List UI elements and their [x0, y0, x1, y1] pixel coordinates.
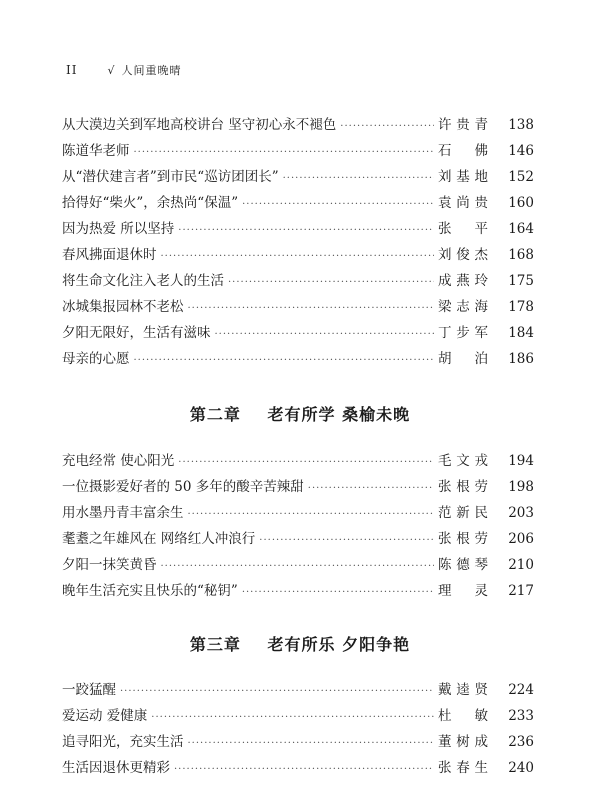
entry-page: 146	[508, 143, 534, 159]
entry-title: 追寻阳光，充实生活	[62, 734, 184, 750]
entry-title: 一跤猛醒	[62, 682, 116, 698]
chapter-3-number: 第三章	[189, 635, 241, 654]
section1-list	[62, 112, 534, 372]
chapter-3-heading	[0, 632, 600, 655]
leader-dots	[242, 192, 434, 218]
header-book-title: 人间重晚晴	[121, 64, 182, 77]
entry-author: 张根劳	[438, 479, 488, 495]
toc-entry	[62, 578, 534, 604]
entry-page: 178	[508, 299, 534, 315]
entry-page: 233	[508, 708, 534, 724]
entry-page: 203	[508, 505, 534, 521]
leader-dots	[178, 450, 434, 476]
leader-dots	[188, 502, 435, 528]
header-page-number: II	[66, 63, 78, 77]
entry-page: 186	[508, 351, 534, 367]
entry-author: 范新民	[438, 505, 488, 521]
entry-page: 206	[508, 531, 534, 547]
running-header	[66, 62, 182, 78]
entry-page: 217	[508, 583, 534, 599]
entry-author: 张春生	[438, 760, 488, 776]
entry-author: 张 平	[438, 221, 488, 237]
entry-page: 240	[508, 760, 534, 776]
entry-author: 丁步军	[438, 325, 488, 341]
toc-entry	[62, 703, 534, 729]
toc-entry	[62, 164, 534, 190]
entry-author: 胡 泊	[438, 351, 488, 367]
entry-title: 春风拂面退休时	[62, 247, 157, 263]
chapter-2-title: 老有所学 桑榆未晚	[267, 405, 411, 424]
leader-dots	[188, 731, 435, 757]
toc-entry	[62, 755, 534, 781]
toc-entry	[62, 242, 534, 268]
entry-author: 戴逵贤	[438, 682, 488, 698]
entry-page: 168	[508, 247, 534, 263]
entry-author: 张根劳	[438, 531, 488, 547]
entry-title: 生活因退休更精彩	[62, 760, 170, 776]
entry-author: 成燕玲	[438, 273, 488, 289]
entry-page: 138	[508, 117, 534, 133]
entry-title: 将生命文化注入老人的生活	[62, 273, 224, 289]
entry-title: 陈道华老师	[62, 143, 130, 159]
leader-dots	[151, 705, 434, 731]
toc-entry	[62, 677, 534, 703]
toc-entry	[62, 500, 534, 526]
toc-entry	[62, 320, 534, 346]
entry-author: 毛文戎	[438, 453, 488, 469]
entry-title: 晚年生活充实且快乐的“秘钥”	[62, 583, 238, 599]
leader-dots	[215, 322, 435, 348]
entry-author: 袁尚贵	[438, 195, 488, 211]
entry-page: 152	[508, 169, 534, 185]
entry-author: 许贵青	[438, 117, 488, 133]
header-mark: √	[107, 63, 116, 77]
chapter-2-number: 第二章	[189, 405, 241, 424]
entry-title: 从“潜伏建言者”到市民“巡访团团长”	[62, 169, 279, 185]
leader-dots	[120, 679, 434, 705]
chapter3-list	[62, 677, 534, 781]
toc-entry	[62, 268, 534, 294]
toc-entry	[62, 346, 534, 372]
entry-title: 充电经常 使心阳光	[62, 453, 175, 469]
leader-dots	[161, 554, 435, 580]
entry-page: 160	[508, 195, 534, 211]
leader-dots	[188, 296, 435, 322]
entry-page: 224	[508, 682, 534, 698]
chapter-3-title: 老有所乐 夕阳争艳	[267, 635, 411, 654]
leader-dots	[340, 114, 434, 140]
leader-dots	[178, 218, 434, 244]
toc-entry	[62, 526, 534, 552]
entry-title: 母亲的心愿	[62, 351, 130, 367]
entry-title: 从大漠边关到军地高校讲台 坚守初心永不褪色	[62, 117, 337, 133]
entry-title: 爱运动 爱健康	[62, 708, 148, 724]
entry-author: 杜 敏	[438, 708, 488, 724]
leader-dots	[283, 166, 434, 192]
entry-title: 用水墨丹青丰富余生	[62, 505, 184, 521]
entry-author: 陈德琴	[438, 557, 488, 573]
leader-dots	[308, 476, 434, 502]
entry-author: 刘基地	[438, 169, 488, 185]
entry-author: 刘俊杰	[438, 247, 488, 263]
leader-dots	[259, 528, 434, 554]
entry-title: 夕阳一抹笑黄昏	[62, 557, 157, 573]
entry-page: 198	[508, 479, 534, 495]
entry-page: 210	[508, 557, 534, 573]
entry-author: 理 灵	[438, 583, 488, 599]
toc-entry	[62, 112, 534, 138]
entry-page: 164	[508, 221, 534, 237]
entry-title: 冰城集报园林不老松	[62, 299, 184, 315]
leader-dots	[228, 270, 434, 296]
entry-author: 梁志海	[438, 299, 488, 315]
entry-page: 175	[508, 273, 534, 289]
entry-page: 236	[508, 734, 534, 750]
chapter-2-heading	[0, 402, 600, 425]
entry-title: 因为热爱 所以坚持	[62, 221, 175, 237]
leader-dots	[134, 348, 435, 374]
toc-entry	[62, 138, 534, 164]
entry-title: 一位摄影爱好者的 50 多年的酸辛苦辣甜	[62, 479, 304, 495]
toc-entry	[62, 729, 534, 755]
leader-dots	[134, 140, 435, 166]
chapter2-list	[62, 448, 534, 604]
entry-page: 194	[508, 453, 534, 469]
toc-entry	[62, 474, 534, 500]
entry-page: 184	[508, 325, 534, 341]
toc-entry	[62, 190, 534, 216]
toc-entry	[62, 294, 534, 320]
leader-dots	[161, 244, 435, 270]
entry-title: 拾得好“柴火”，余热尚“保温”	[62, 195, 239, 211]
entry-title: 耄耋之年雄风在 网络红人冲浪行	[62, 531, 256, 547]
leader-dots	[174, 757, 434, 783]
leader-dots	[242, 580, 434, 606]
toc-entry	[62, 216, 534, 242]
entry-author: 董树成	[438, 734, 488, 750]
entry-title: 夕阳无限好，生活有滋味	[62, 325, 211, 341]
entry-author: 石 佛	[438, 143, 488, 159]
toc-entry	[62, 552, 534, 578]
toc-entry	[62, 448, 534, 474]
